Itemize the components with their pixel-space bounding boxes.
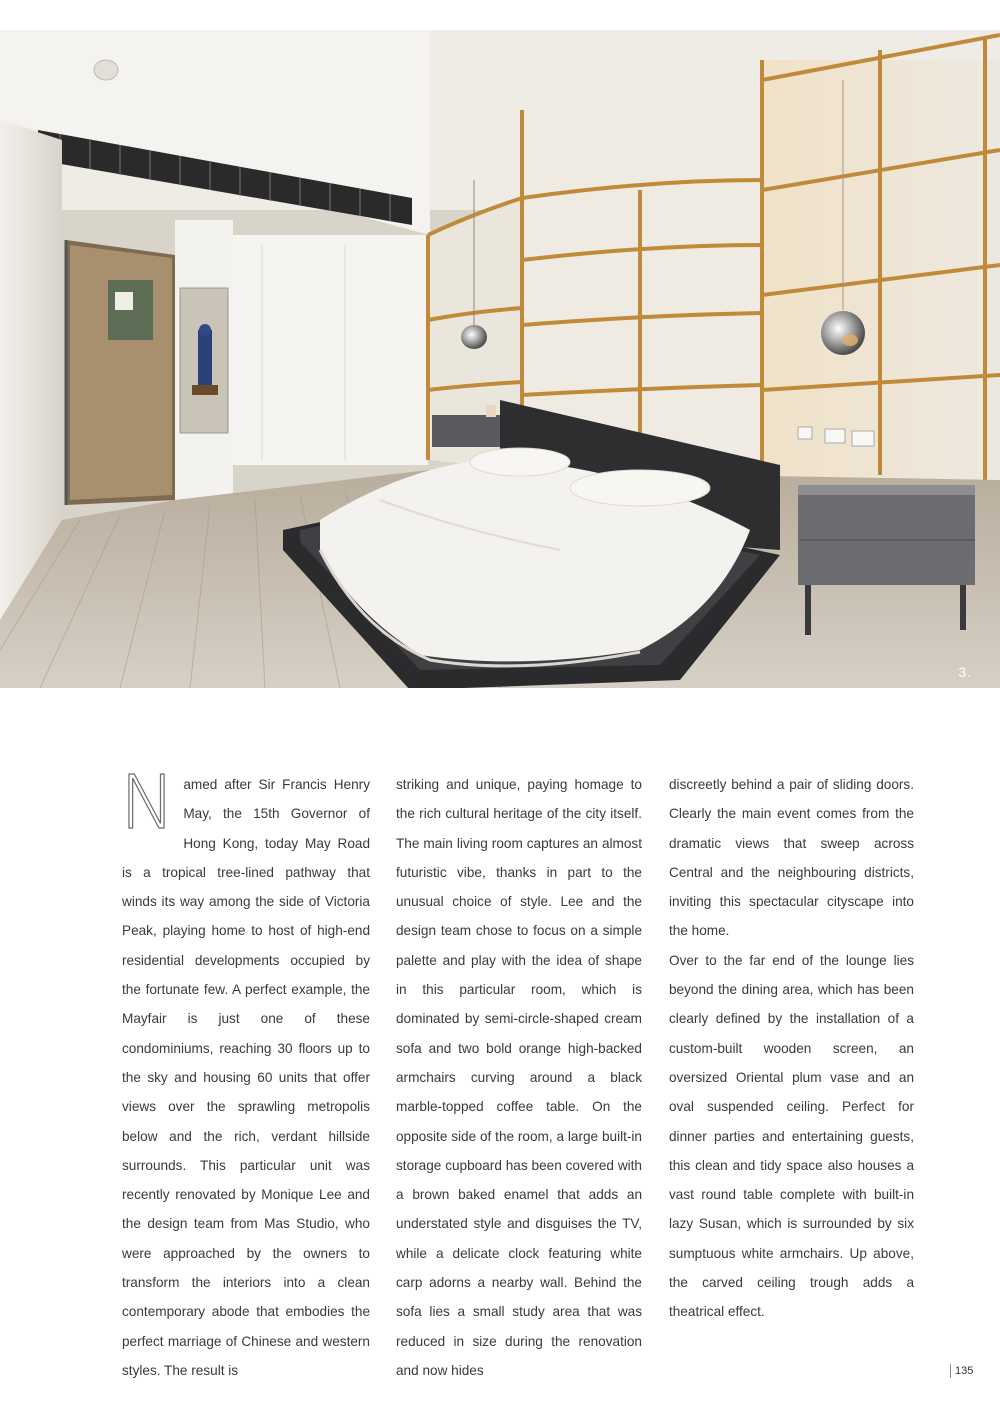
column-1-text: amed after Sir Francis Henry May, the 15th Governor of Hong Kong, today May Road is a tropical tree-lined pathway that winds its way among the side of Victoria Peak, playing home to host of high-end residential developments occupied by the fortunate few. A perfect example, the Mayfair is just one of these condominiums, reaching 30 floors up to the sky and housing 60 units that offer views over the sprawling metropolis below and the rich, verdant hillside surrounds. This particular unit was recently renovated by Monique Lee and the design team from Mas Studio, who were approached by the owners to transform the interiors into a clean contemporary abode that embodies the perfect marriage of Chinese and western styles. The result is [122, 777, 370, 1378]
article-column-1 [120, 760, 370, 1385]
bedroom-photo [0, 30, 1000, 688]
column-3-paragraph-2: Over to the far end of the lounge lies beyond the dining area, which has been clearly defined by the installation of a custom-built wooden screen, an oversized Oriental plum vase and an oval suspended ceiling. Perfect for dinner parties and entertaining guests, this clean and tidy space also houses a vast round table complete with built-in lazy Susan, which is surrounded by six sumptuous white armchairs. Up above, the carved ceiling trough adds a theatrical effect. [669, 952, 914, 1320]
drop-cap: N [120, 760, 176, 846]
paragraph [120, 760, 370, 1385]
bedroom-illustration [0, 30, 1000, 688]
column-3-paragraph-1: discreetly behind a pair of sliding doors. Clearly the main event comes from the dramatic views that sweep across Central and the neighbouring districts, inviting this spectacular cityscape into the home. [669, 777, 914, 939]
page-number: 135 [950, 1364, 973, 1378]
article-column-3 [669, 770, 914, 1327]
article-column-2 [396, 770, 642, 1385]
figure-number: 3. [958, 664, 972, 680]
column-2-text: striking and unique, paying homage to the rich cultural heritage of the city itself. The main living room captures an almost futuristic vibe, thanks in part to the unusual choice of style. Lee and the design team chose to focus on a simple palette and play with the idea of shape in this particular room, which is dominated by semi-circle-shaped cream sofa and two bold orange high-backed armchairs curving around a black marble-topped coffee table. On the opposite side of the room, a large built-in storage cupboard has been covered with a brown baked enamel that adds an understated style and disguises the TV, while a delicate clock featuring white carp adorns a nearby wall. Behind the sofa lies a small study area that was reduced in size during the renovation and now hides [396, 777, 642, 1378]
